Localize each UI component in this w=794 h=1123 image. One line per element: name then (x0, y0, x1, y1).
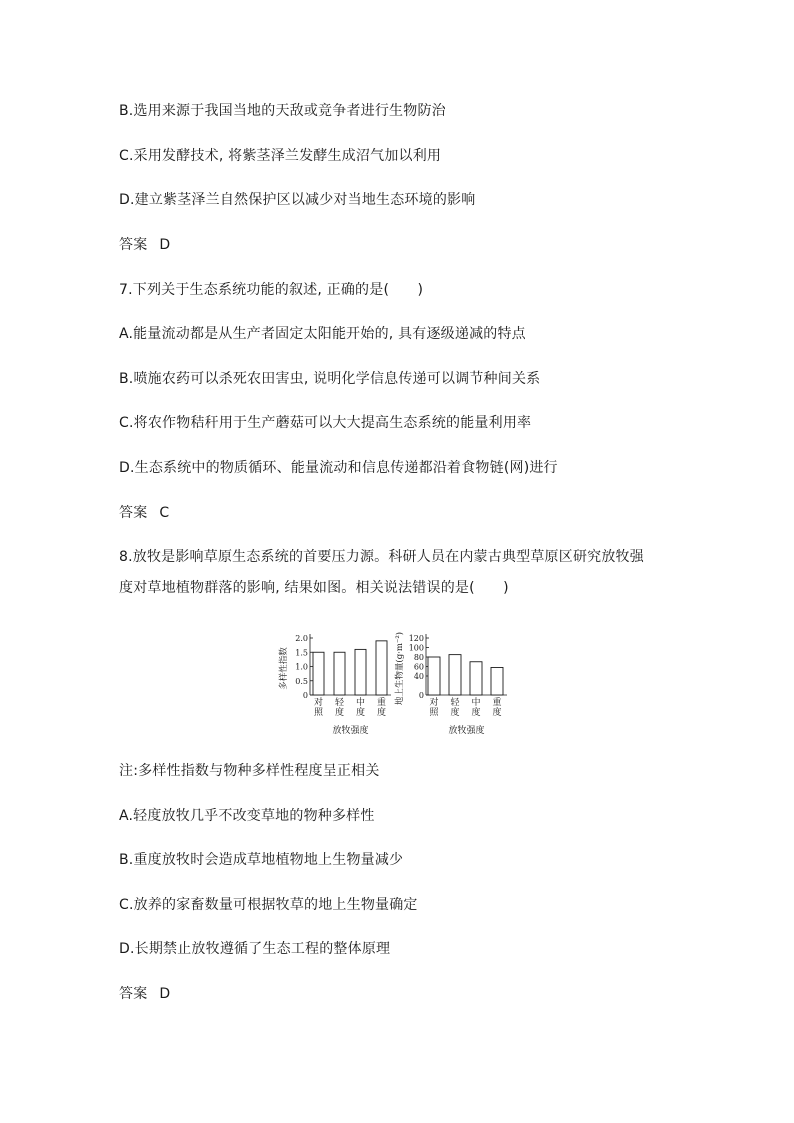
y-tick-label: 60 (413, 662, 424, 672)
bar (355, 649, 366, 695)
q8-option-c: C.放养的家畜数量可根据牧草的地上生物量确定 (119, 897, 418, 913)
answer-value: C (159, 505, 170, 521)
q6-answer (119, 235, 170, 255)
bar (449, 655, 461, 695)
q7-option-b: B.喷施农药可以杀死农田害虫, 说明化学信息传递可以调节种间关系 (119, 371, 541, 387)
category-label: 重 (492, 698, 502, 708)
category-label: 对 (429, 698, 439, 708)
y-tick-label: 1.0 (295, 662, 308, 672)
category-label: 度 (450, 708, 460, 718)
y-tick-label: 40 (413, 672, 424, 681)
category-label: 照 (313, 708, 324, 718)
q6-option-c: C.采用发酵技术, 将紫茎泽兰发酵生成沼气加以利用 (119, 148, 442, 164)
category-label: 对 (313, 698, 324, 708)
bar (376, 641, 387, 695)
q7-answer (119, 503, 169, 523)
bar (313, 652, 324, 695)
category-label: 照 (429, 708, 439, 718)
y-tick-label: 1.5 (295, 648, 308, 658)
category-label: 度 (334, 708, 345, 718)
category-label: 度 (376, 708, 387, 718)
q8-stem-line-2: 度对草地植物群落的影响, 结果如图。相关说法错误的是( ) (119, 580, 509, 596)
y-tick-label: 2.0 (295, 634, 308, 643)
q8-bar-charts (278, 626, 518, 746)
y-tick-label: 0.5 (295, 676, 308, 686)
category-label: 度 (492, 708, 502, 718)
y-axis-label: 多样性指数 (279, 647, 289, 690)
bar (428, 657, 440, 695)
category-label: 轻 (334, 698, 345, 708)
x-axis-label: 放牧强度 (332, 726, 369, 736)
answer-value: D (159, 986, 171, 1002)
q7-stem: 7.下列关于生态系统功能的叙述, 正确的是( ) (119, 282, 424, 298)
q8-answer (119, 984, 170, 1004)
category-label: 重 (376, 698, 387, 708)
x-axis-label: 放牧强度 (448, 726, 485, 736)
q7-option-a: A.能量流动都是从生产者固定太阳能开始的, 具有逐级递减的特点 (119, 326, 526, 342)
category-label: 度 (471, 708, 481, 718)
q8-option-d: D.长期禁止放牧遵循了生态工程的整体原理 (119, 941, 391, 957)
y-tick-label: 100 (408, 643, 424, 653)
category-label: 轻 (450, 698, 460, 708)
bar (334, 652, 345, 695)
y-tick-label: 80 (413, 653, 424, 662)
q8-option-a: A.轻度放牧几乎不改变草地的物种多样性 (119, 808, 375, 824)
bar (470, 662, 482, 695)
answer-value: D (159, 237, 171, 253)
q6-option-b: B.选用来源于我国当地的天敌或竞争者进行生物防治 (119, 103, 446, 119)
category-label: 中 (471, 698, 481, 708)
category-label: 度 (355, 708, 366, 718)
q7-option-d: D.生态系统中的物质循环、能量流动和信息传递都沿着食物链(网)进行 (119, 460, 558, 476)
q8-stem-line-1: 8.放牧是影响草原生态系统的首要压力源。科研人员在内蒙古典型草原区研究放牧强 (119, 549, 644, 565)
q6-option-d: D.建立紫茎泽兰自然保护区以减少对当地生态环境的影响 (119, 192, 476, 208)
answer-label: 答案 (119, 986, 148, 1002)
q8-note: 注:多样性指数与物种多样性程度呈正相关 (119, 763, 380, 779)
y-tick-label: 0 (302, 691, 308, 700)
y-tick-label: 120 (408, 634, 424, 643)
q8-option-b: B.重度放牧时会造成草地植物地上生物量减少 (119, 852, 404, 868)
q7-option-c: C.将农作物秸秆用于生产蘑菇可以大大提高生态系统的能量利用率 (119, 415, 532, 431)
y-axis-label: 地上生物量(g·m⁻²) (395, 631, 405, 706)
y-tick-label: 0 (418, 691, 424, 700)
bar (491, 667, 503, 695)
answer-label: 答案 (119, 237, 148, 253)
category-label: 中 (355, 698, 366, 708)
q8-figure (278, 626, 518, 746)
answer-label: 答案 (119, 505, 148, 521)
